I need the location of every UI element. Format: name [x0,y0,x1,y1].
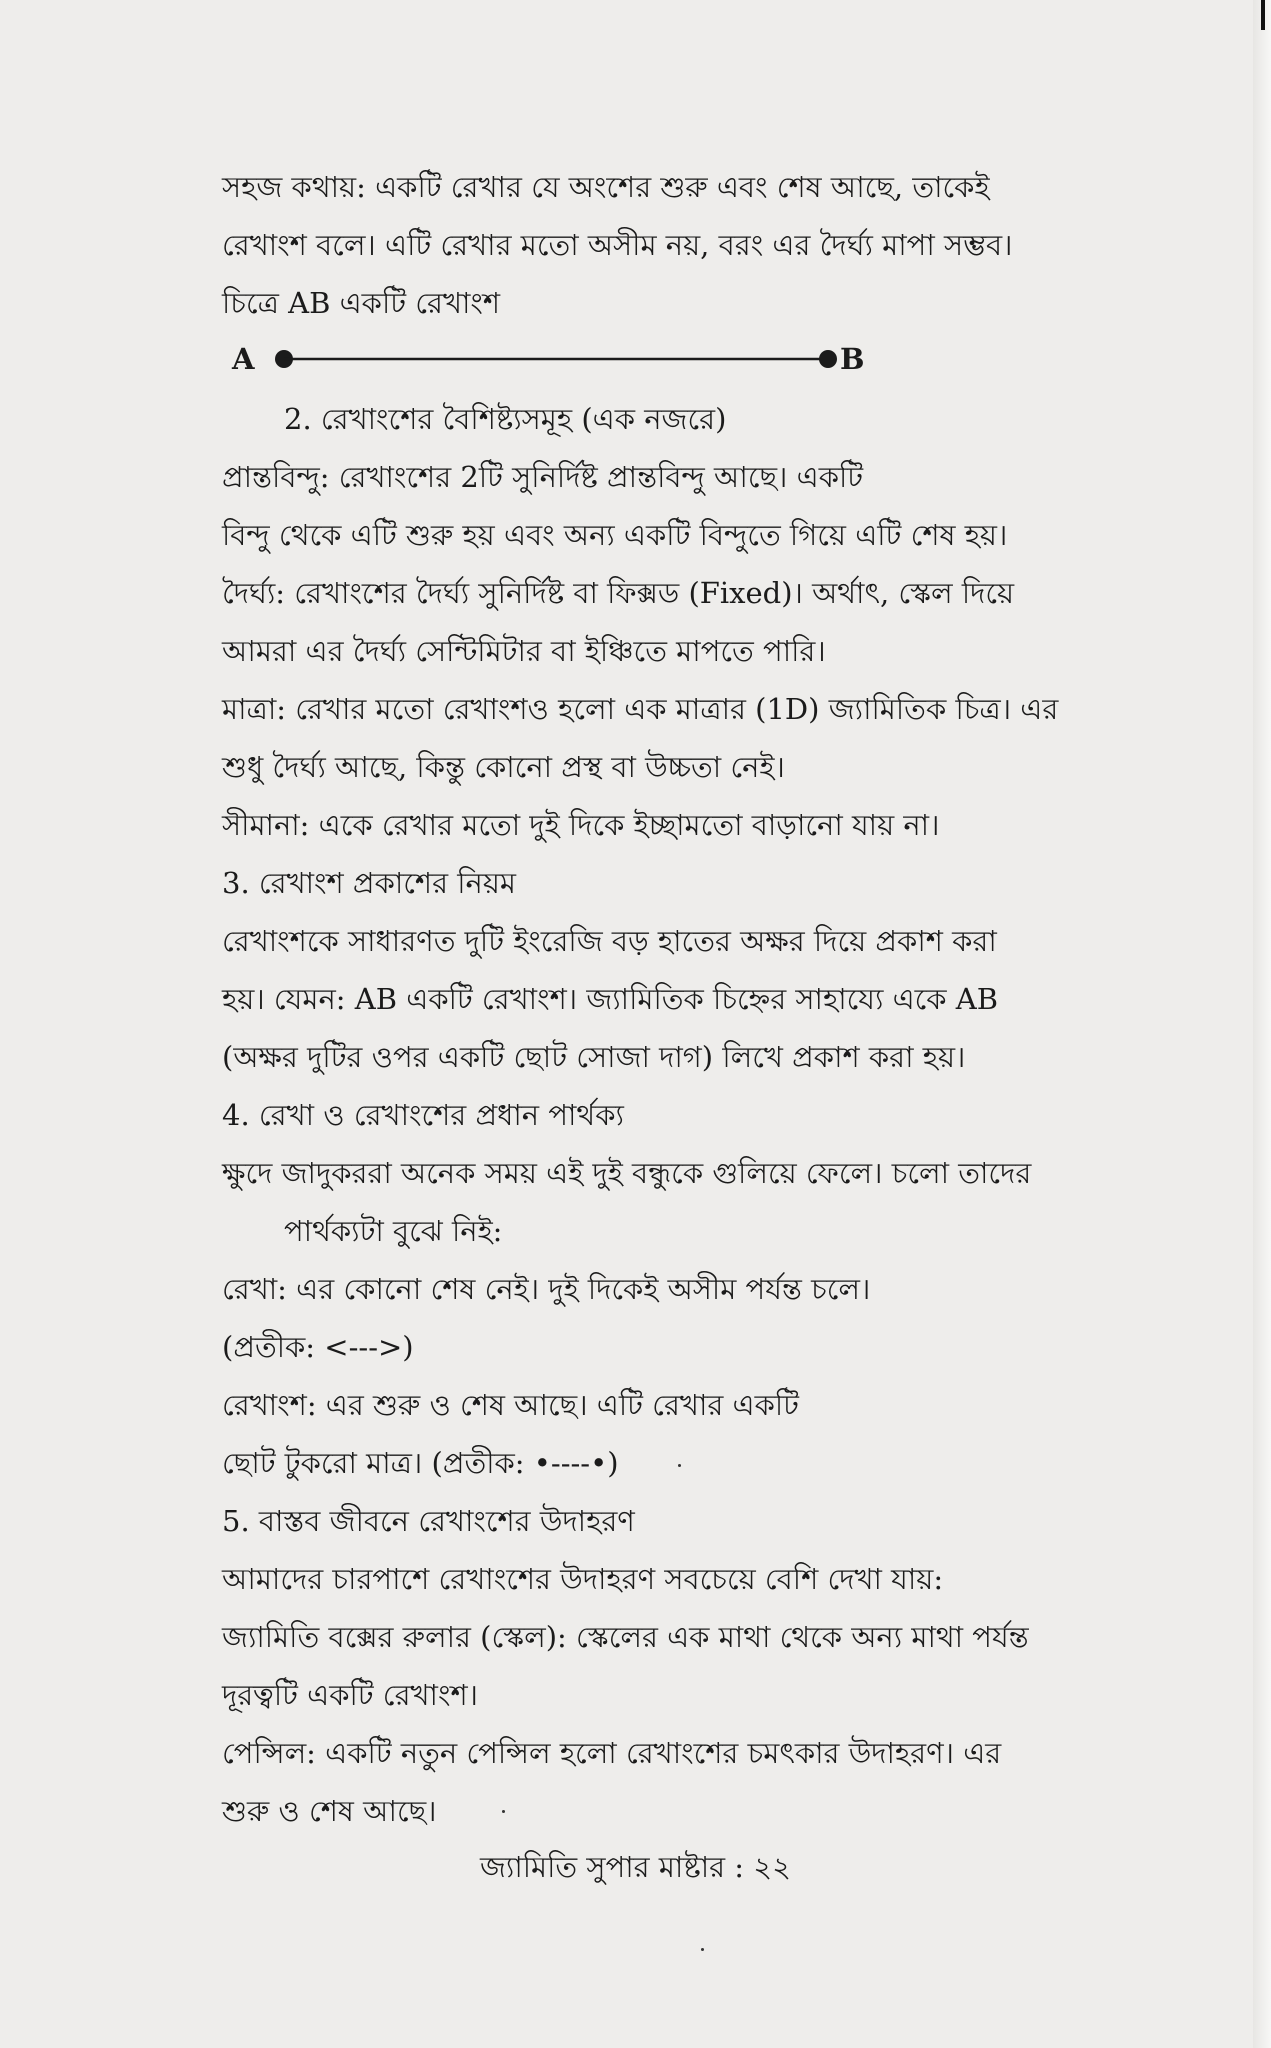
text-line: সীমানা: একে রেখার মতো দুই দিকে ইচ্ছামতো বাড়ানো যায় না। [222,808,940,842]
point-label-a: A [232,342,255,376]
text-line: দৈর্ঘ্য: রেখাংশের দৈর্ঘ্য সুনির্দিষ্ট বা ফিক্সড (Fixed)। অর্থাৎ, স্কেল দিয়ে [222,576,1015,610]
text-line: আমাদের চারপাশে রেখাংশের উদাহরণ সবচেয়ে বেশি দেখা যায়: [222,1562,944,1596]
speck-mark [678,1464,681,1467]
line-segment-diagram [222,332,1122,390]
page-footer: জ্যামিতি সুপার মাষ্টার : ২২ [479,1850,792,1884]
section-heading: 3. রেখাংশ প্রকাশের নিয়ম [222,866,517,900]
text-line: রেখাংশকে সাধারণত দুটি ইংরেজি বড় হাতের অক্ষর দিয়ে প্রকাশ করা [222,924,997,958]
text-line: পেন্সিল: একটি নতুন পেন্সিল হলো রেখাংশের চমৎকার উদাহরণ। এর [222,1736,1002,1770]
page-content [222,158,1122,1840]
text-line: দূরত্বটি একটি রেখাংশ। [222,1678,478,1712]
speck-mark [502,1810,505,1813]
text-line: প্রান্তবিন্দু: রেখাংশের 2টি সুনির্দিষ্ট প্রান্তবিন্দু আছে। একটি [222,460,864,494]
text-line: (অক্ষর দুটির ওপর একটি ছোট সোজা দাগ) লিখে প্রকাশ করা হয়। [222,1040,966,1074]
text-line: রেখা: এর কোনো শেষ নেই। দুই দিকেই অসীম পর্যন্ত চলে। [222,1272,871,1306]
text-line: রেখাংশ: এর শুরু ও শেষ আছে। এটি রেখার একটি [222,1388,799,1422]
page-edge [1253,0,1271,2048]
text-line: শুধু দৈর্ঘ্য আছে, কিন্তু কোনো প্রস্থ বা উচ্চতা নেই। [222,750,785,784]
text-line: রেখাংশ বলে। এটি রেখার মতো অসীম নয়, বরং এর দৈর্ঘ্য মাপা সম্ভব। [222,228,1013,262]
endpoint-b [819,350,837,368]
section-heading: 4. রেখা ও রেখাংশের প্রধান পার্থক্য [222,1098,624,1132]
text-line: ক্ষুদে জাদুকররা অনেক সময় এই দুই বন্ধুকে গুলিয়ে ফেলে। চলো তাদের [222,1156,1032,1190]
text-line: শুরু ও শেষ আছে। [222,1794,437,1828]
text-line: (প্রতীক: <--->) [222,1330,414,1364]
point-label-b: B [840,342,865,376]
section-heading: 5. বাস্তব জীবনে রেখাংশের উদাহরণ [222,1504,635,1538]
text-line: চিত্রে AB একটি রেখাংশ [222,286,501,320]
section-heading: 2. রেখাংশের বৈশিষ্ট্যসমূহ (এক নজরে) [284,402,727,436]
text-line: আমরা এর দৈর্ঘ্য সেন্টিমিটার বা ইঞ্চিতে মাপতে পারি। [222,634,826,668]
text-line: পার্থক্যটা বুঝে নিই: [284,1214,503,1248]
text-line: সহজ কথায়: একটি রেখার যে অংশের শুরু এবং শেষ আছে, তাকেই [222,170,990,204]
page-edge-mark [1261,0,1265,30]
text-line: ছোট টুকরো মাত্র। (প্রতীক: •----•) [222,1446,619,1480]
text-line: মাত্রা: রেখার মতো রেখাংশও হলো এক মাত্রার (1D) জ্যামিতিক চিত্র। এর [222,692,1059,726]
text-line: জ্যামিতি বক্সের রুলার (স্কেল): স্কেলের এক মাথা থেকে অন্য মাথা পর্যন্ত [222,1620,1029,1654]
text-line: হয়। যেমন: AB একটি রেখাংশ। জ্যামিতিক চিহ্নের সাহায্যে একে AB [222,982,999,1016]
speck-mark [701,1948,704,1951]
text-line: বিন্দু থেকে এটি শুরু হয় এবং অন্য একটি বিন্দুতে গিয়ে এটি শেষ হয়। [222,518,1008,552]
line-segment-figure [272,344,842,374]
